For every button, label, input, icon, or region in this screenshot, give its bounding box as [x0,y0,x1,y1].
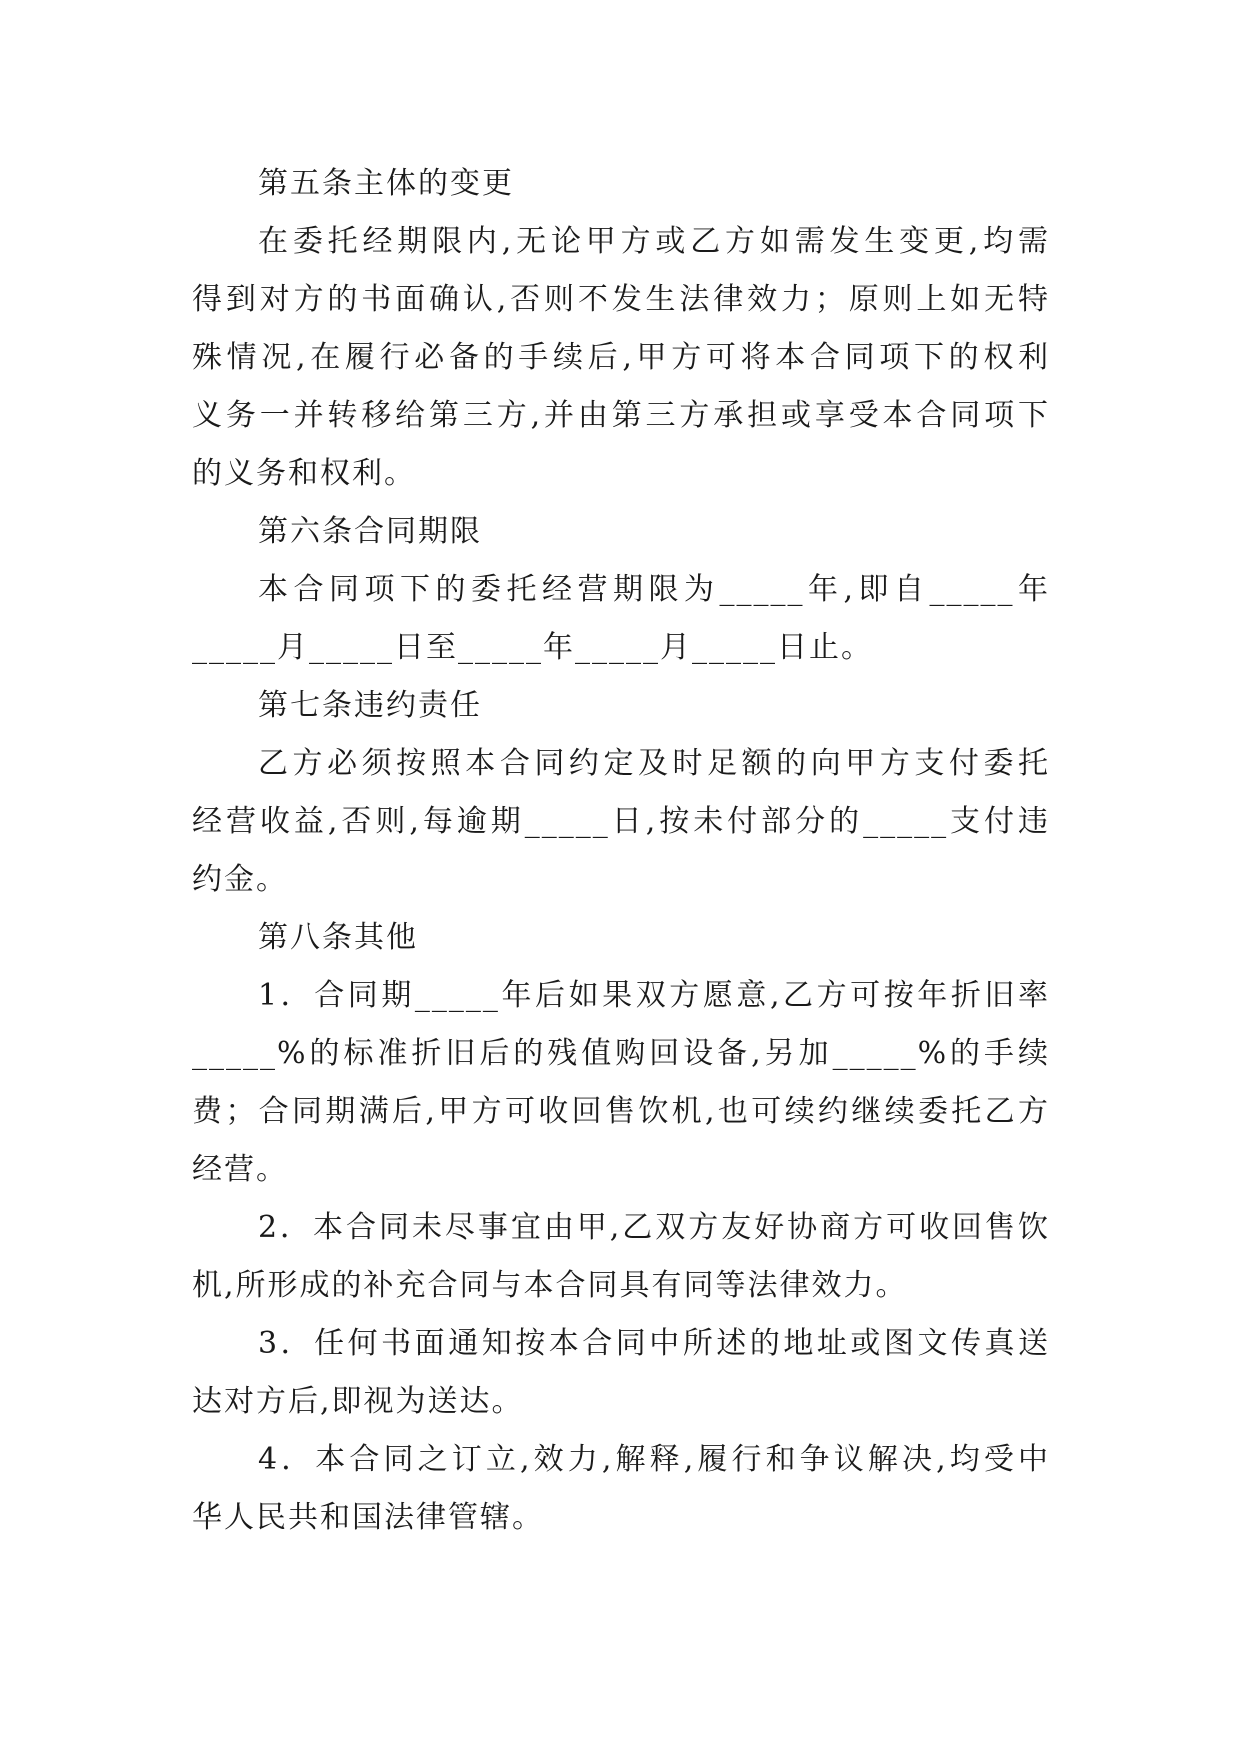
article-7-text-line: 约金。 [192,862,288,897]
article-8-item-1-line: 1．合同期_____年后如果双方愿意,乙方可按年折旧率 [258,978,1050,1013]
article-8-heading: 第八条其他 [258,920,418,955]
article-8-item-1-line: _____%的标准折旧后的残值购回设备,另加_____%的手续 [192,1036,1050,1071]
article-6-heading: 第六条合同期限 [258,514,482,549]
article-8-item-2-line: 2．本合同未尽事宜由甲,乙双方友好协商方可收回售饮 [258,1210,1050,1245]
article-5-text-line: 在委托经期限内,无论甲方或乙方如需发生变更,均需 [258,224,1050,259]
article-8-item-1-line: 经营。 [192,1152,288,1187]
article-7-text-line: 经营收益,否则,每逾期_____日,按未付部分的_____支付违 [192,804,1050,839]
article-8-item-4-line: 4．本合同之订立,效力,解释,履行和争议解决,均受中 [258,1442,1050,1477]
article-7-text-line: 乙方必须按照本合同约定及时足额的向甲方支付委托 [258,746,1050,781]
article-5-text-line: 的义务和权利。 [192,456,416,491]
article-6-text-line: _____月_____日至_____年_____月_____日止。 [192,630,873,665]
article-8-item-2-line: 机,所形成的补充合同与本合同具有同等法律效力。 [192,1268,908,1303]
article-5-text-line: 得到对方的书面确认,否则不发生法律效力；原则上如无特 [192,282,1050,317]
article-6-text-line: 本合同项下的委托经营期限为_____年,即自_____年 [258,572,1050,607]
article-5-heading: 第五条主体的变更 [258,166,514,201]
article-8-item-1-line: 费；合同期满后,甲方可收回售饮机,也可续约继续委托乙方 [192,1094,1050,1129]
article-7-heading: 第七条违约责任 [258,688,482,723]
article-5-text-line: 殊情况,在履行必备的手续后,甲方可将本合同项下的权利 [192,340,1050,375]
article-8-item-4-line: 华人民共和国法律管辖。 [192,1500,544,1535]
article-8-item-3-line: 3．任何书面通知按本合同中所述的地址或图文传真送 [258,1326,1050,1361]
article-8-item-3-line: 达对方后,即视为送达。 [192,1384,524,1419]
article-5-text-line: 义务一并转移给第三方,并由第三方承担或享受本合同项下 [192,398,1050,433]
